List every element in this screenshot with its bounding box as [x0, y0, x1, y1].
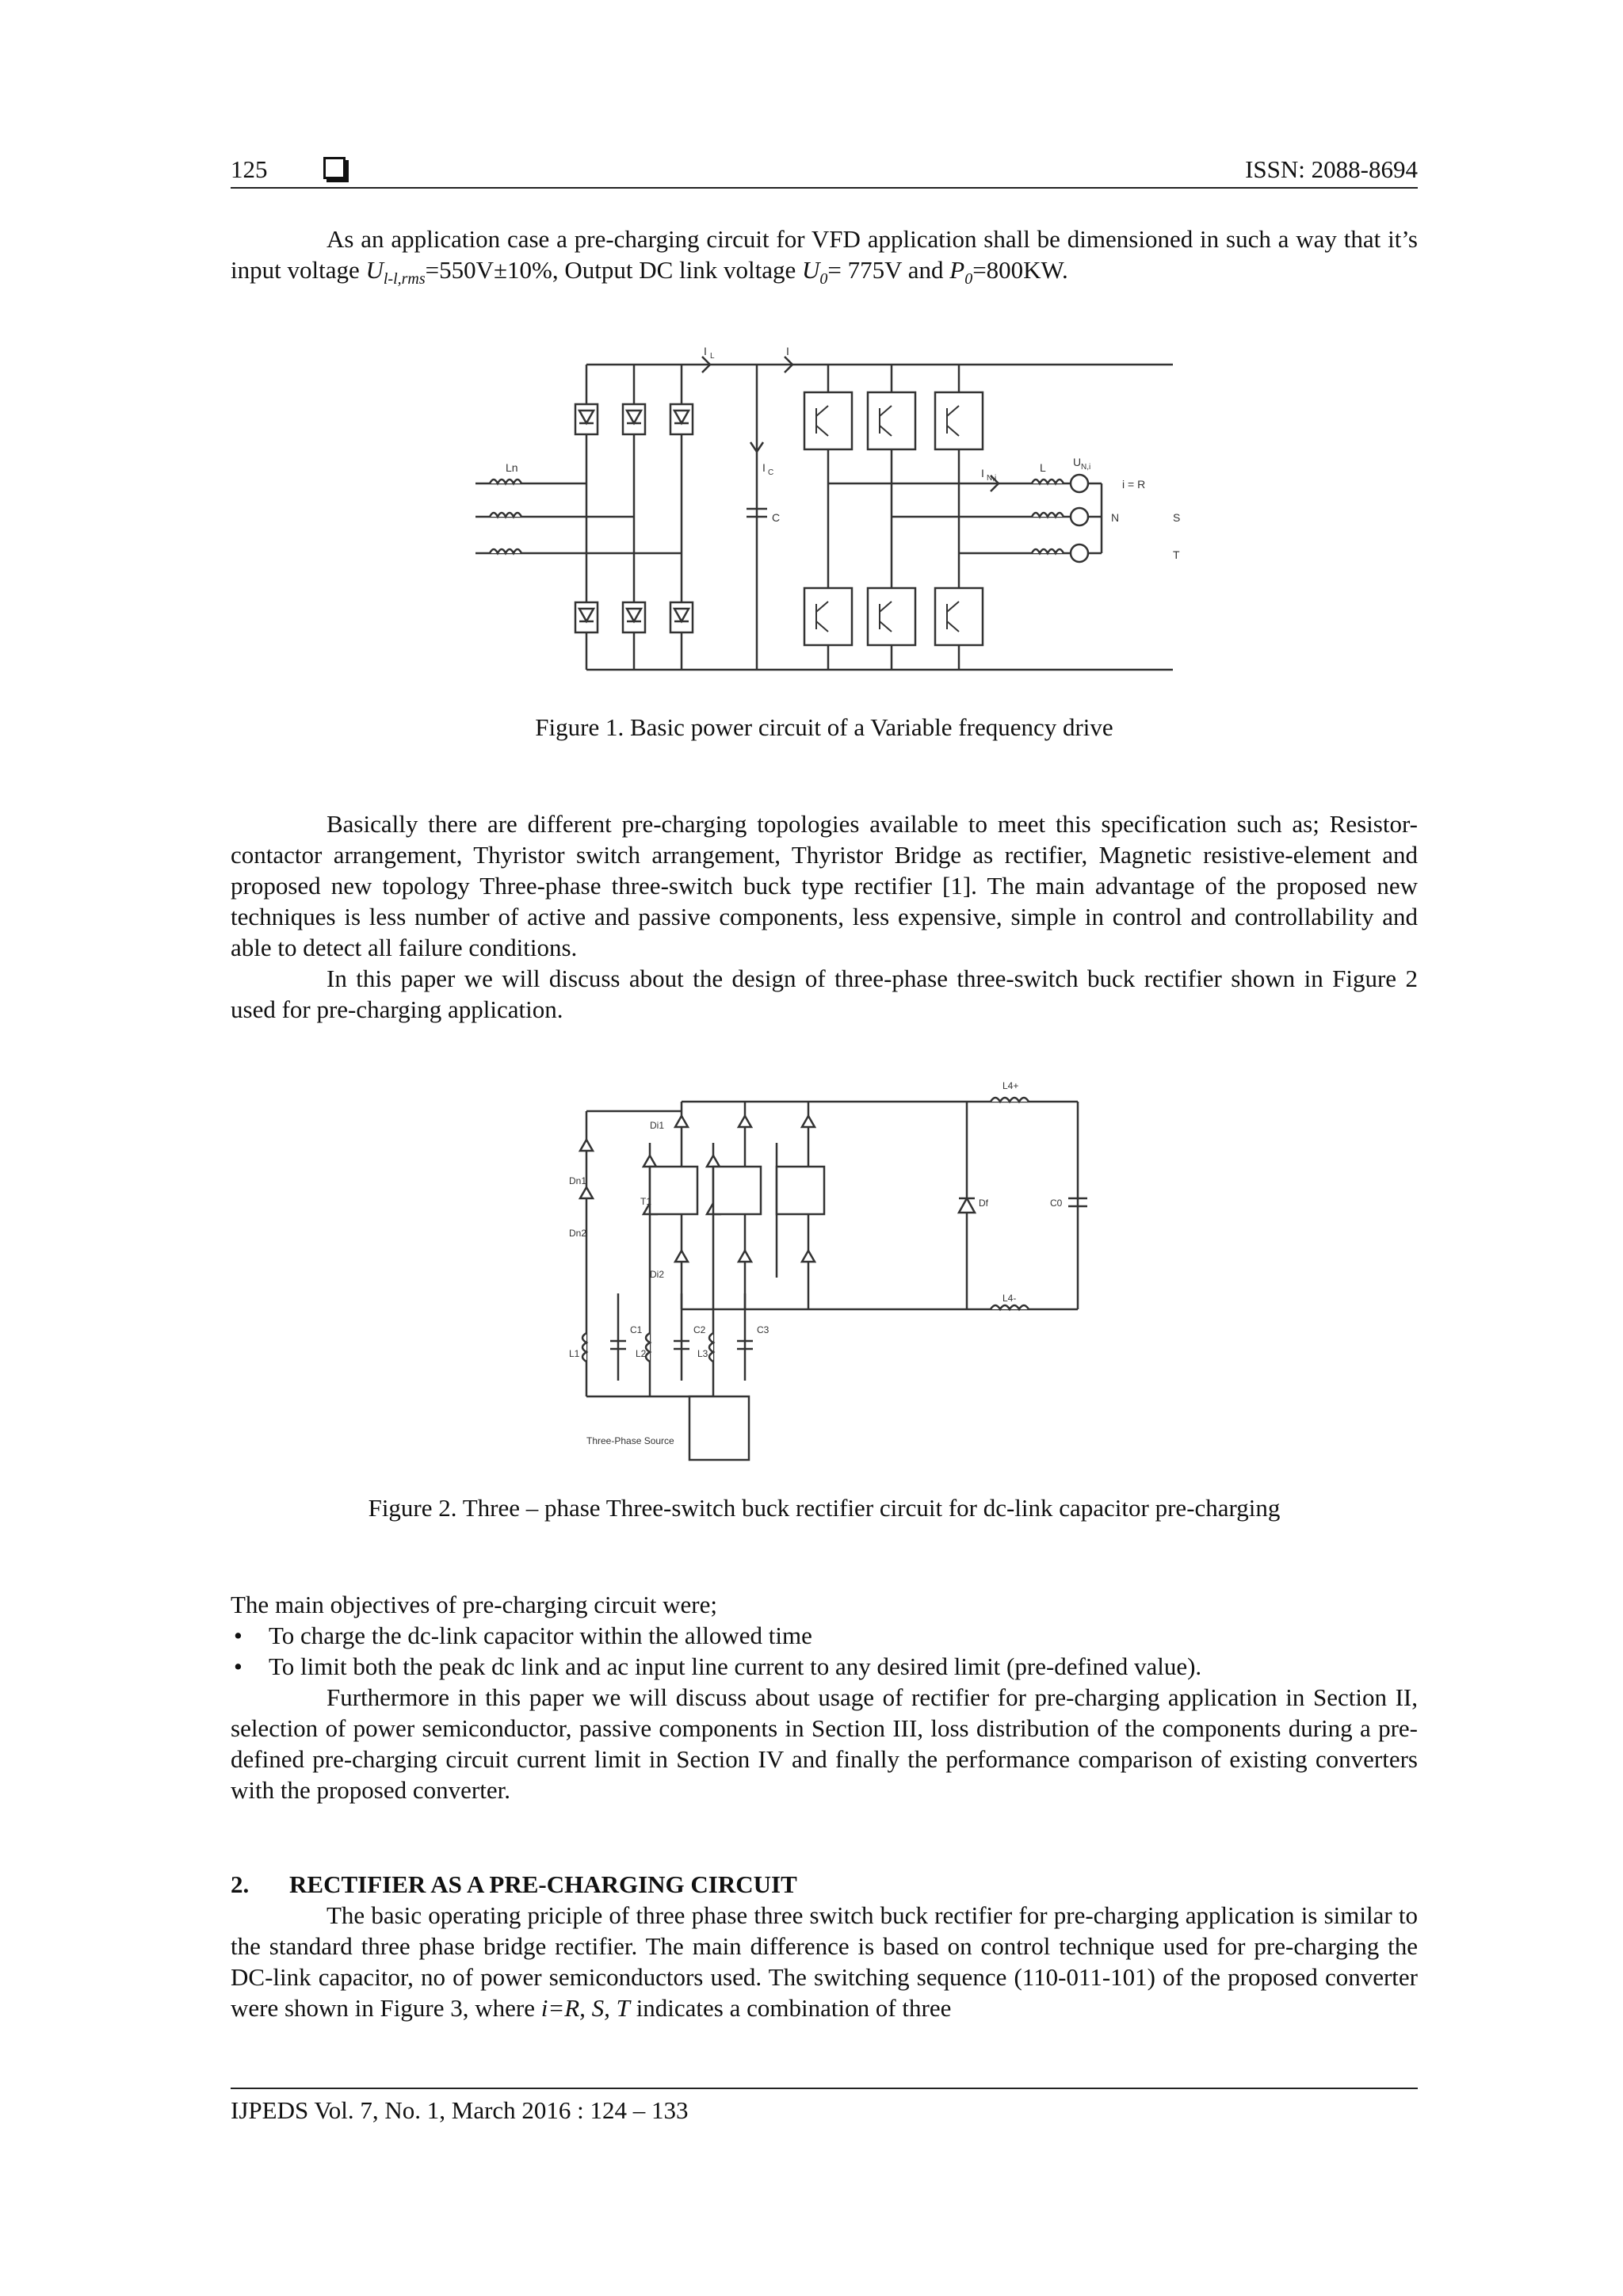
svg-text:N: N: [1111, 511, 1120, 524]
svg-text:T: T: [1173, 548, 1180, 561]
svg-text:Dn2: Dn2: [569, 1228, 587, 1239]
input-filter: [582, 1278, 753, 1396]
three-phase-source: [689, 1396, 749, 1460]
issn: ISSN: 2088-8694: [1245, 155, 1418, 183]
svg-text:Ln: Ln: [506, 461, 518, 474]
figure1-circuit: [468, 341, 1228, 686]
svg-text:T1: T1: [640, 1196, 652, 1207]
svg-text:U: U: [1073, 456, 1082, 468]
list-item: • To charge the dc-link capacitor within the allowed time: [231, 1620, 1418, 1651]
intro-paragraph: As an application case a pre-charging circuit for VFD application shall be dimensioned in such a way that it’s input voltage $U_{l-l,rms}=550V\pm 10\%$, Output DC link voltage $U_0= 775V$ and $P_0=800KW$.: [231, 225, 1418, 288]
svg-text:Three-Phase Source: Three-Phase Source: [586, 1435, 674, 1446]
figure2-circuit: [571, 1079, 1094, 1476]
svg-text:I: I: [704, 345, 707, 357]
svg-text:C1: C1: [630, 1324, 643, 1335]
phase-modules: [580, 1102, 824, 1309]
figure1-caption: Figure 1. Basic power circuit of a Variable frequency drive: [535, 713, 1113, 741]
objectives-intro: The main objectives of pre-charging circuit were;: [231, 1591, 718, 1618]
header-rule: [231, 187, 1418, 189]
svg-text:L3: L3: [697, 1348, 708, 1359]
svg-text:S: S: [1173, 511, 1181, 524]
square-bullet-icon: [323, 157, 346, 179]
design-paragraph: In this paper we will discuss about the design of three-phase three-switch buck rectifier shown in Figure 2 used for pre-charging application.: [231, 965, 1418, 1023]
objectives-list: [231, 1620, 1418, 1682]
svg-text:C3: C3: [757, 1324, 769, 1335]
footer-rule: [231, 2088, 1418, 2089]
output-lines: [828, 475, 1102, 562]
svg-text:i = R: i = R: [1122, 478, 1146, 491]
svg-text:N,i: N,i: [987, 474, 997, 483]
svg-text:C2: C2: [693, 1324, 706, 1335]
svg-text:I: I: [981, 467, 984, 479]
outline-paragraph: Furthermore in this paper we will discuss about usage of rectifier for pre-charging application in Section II, selection of power semiconductor, passive components in Section III, loss distribution of the components during a pre-defined pre-charging circuit current limit in Section IV and finally the performance comparison of existing converters with the proposed converter.: [231, 1683, 1418, 1804]
section2-paragraph: The basic operating priciple of three phase three switch buck rectifier for pre-charging application is similar to the standard three phase bridge rectifier. The main difference is based on control technique used for pre-charging the DC-link capacitor, no of power semiconductors used. The switching sequence (110-011-101) of the proposed converter were shown in Figure 3, where i=R, S, T indicates a combination of three: [231, 1901, 1418, 2022]
svg-text:Di2: Di2: [650, 1269, 665, 1280]
svg-text:N,i: N,i: [1081, 463, 1091, 472]
page-number: 125: [231, 155, 268, 183]
figure2-caption: Figure 2. Three – phase Three-switch buck rectifier circuit for dc-link capacitor pre-charging: [368, 1494, 1281, 1522]
svg-text:L: L: [710, 352, 715, 361]
topologies-paragraph: Basically there are different pre-charging topologies available to meet this specification such as; Resistor-contactor arrangement, Thyristor switch arrangement, Thyristor Bridge as rectifier, Magnetic resistive-element and proposed new topology Three-phase three-switch buck type rectifier [1]. The main advantage of the proposed new techniques is less number of active and passive components, less expensive, simple in control and controllability and able to detect all failure conditions.: [231, 810, 1418, 961]
svg-text:L1: L1: [569, 1348, 580, 1359]
input-lines: [475, 479, 682, 553]
svg-text:C0: C0: [1050, 1198, 1063, 1209]
svg-text:C: C: [768, 468, 774, 477]
svg-text:I: I: [786, 345, 789, 357]
svg-text:I: I: [762, 461, 766, 474]
svg-text:Di1: Di1: [650, 1120, 665, 1131]
svg-text:L4+: L4+: [1002, 1080, 1019, 1091]
svg-text:Dn1: Dn1: [569, 1175, 587, 1186]
journal-footer: IJPEDS Vol. 7, No. 1, March 2016 : 124 – 133: [231, 2096, 689, 2124]
svg-text:Df: Df: [979, 1198, 988, 1209]
svg-text:L: L: [1040, 461, 1046, 474]
svg-text:L2: L2: [636, 1348, 647, 1359]
svg-text:C: C: [772, 511, 781, 524]
section-heading: 2. RECTIFIER AS A PRE-CHARGING CIRCUIT: [231, 1870, 797, 1898]
svg-text:L4-: L4-: [1002, 1293, 1017, 1304]
list-item: • To limit both the peak dc link and ac input line current to any desired limit (pre-defined value).: [231, 1651, 1418, 1682]
